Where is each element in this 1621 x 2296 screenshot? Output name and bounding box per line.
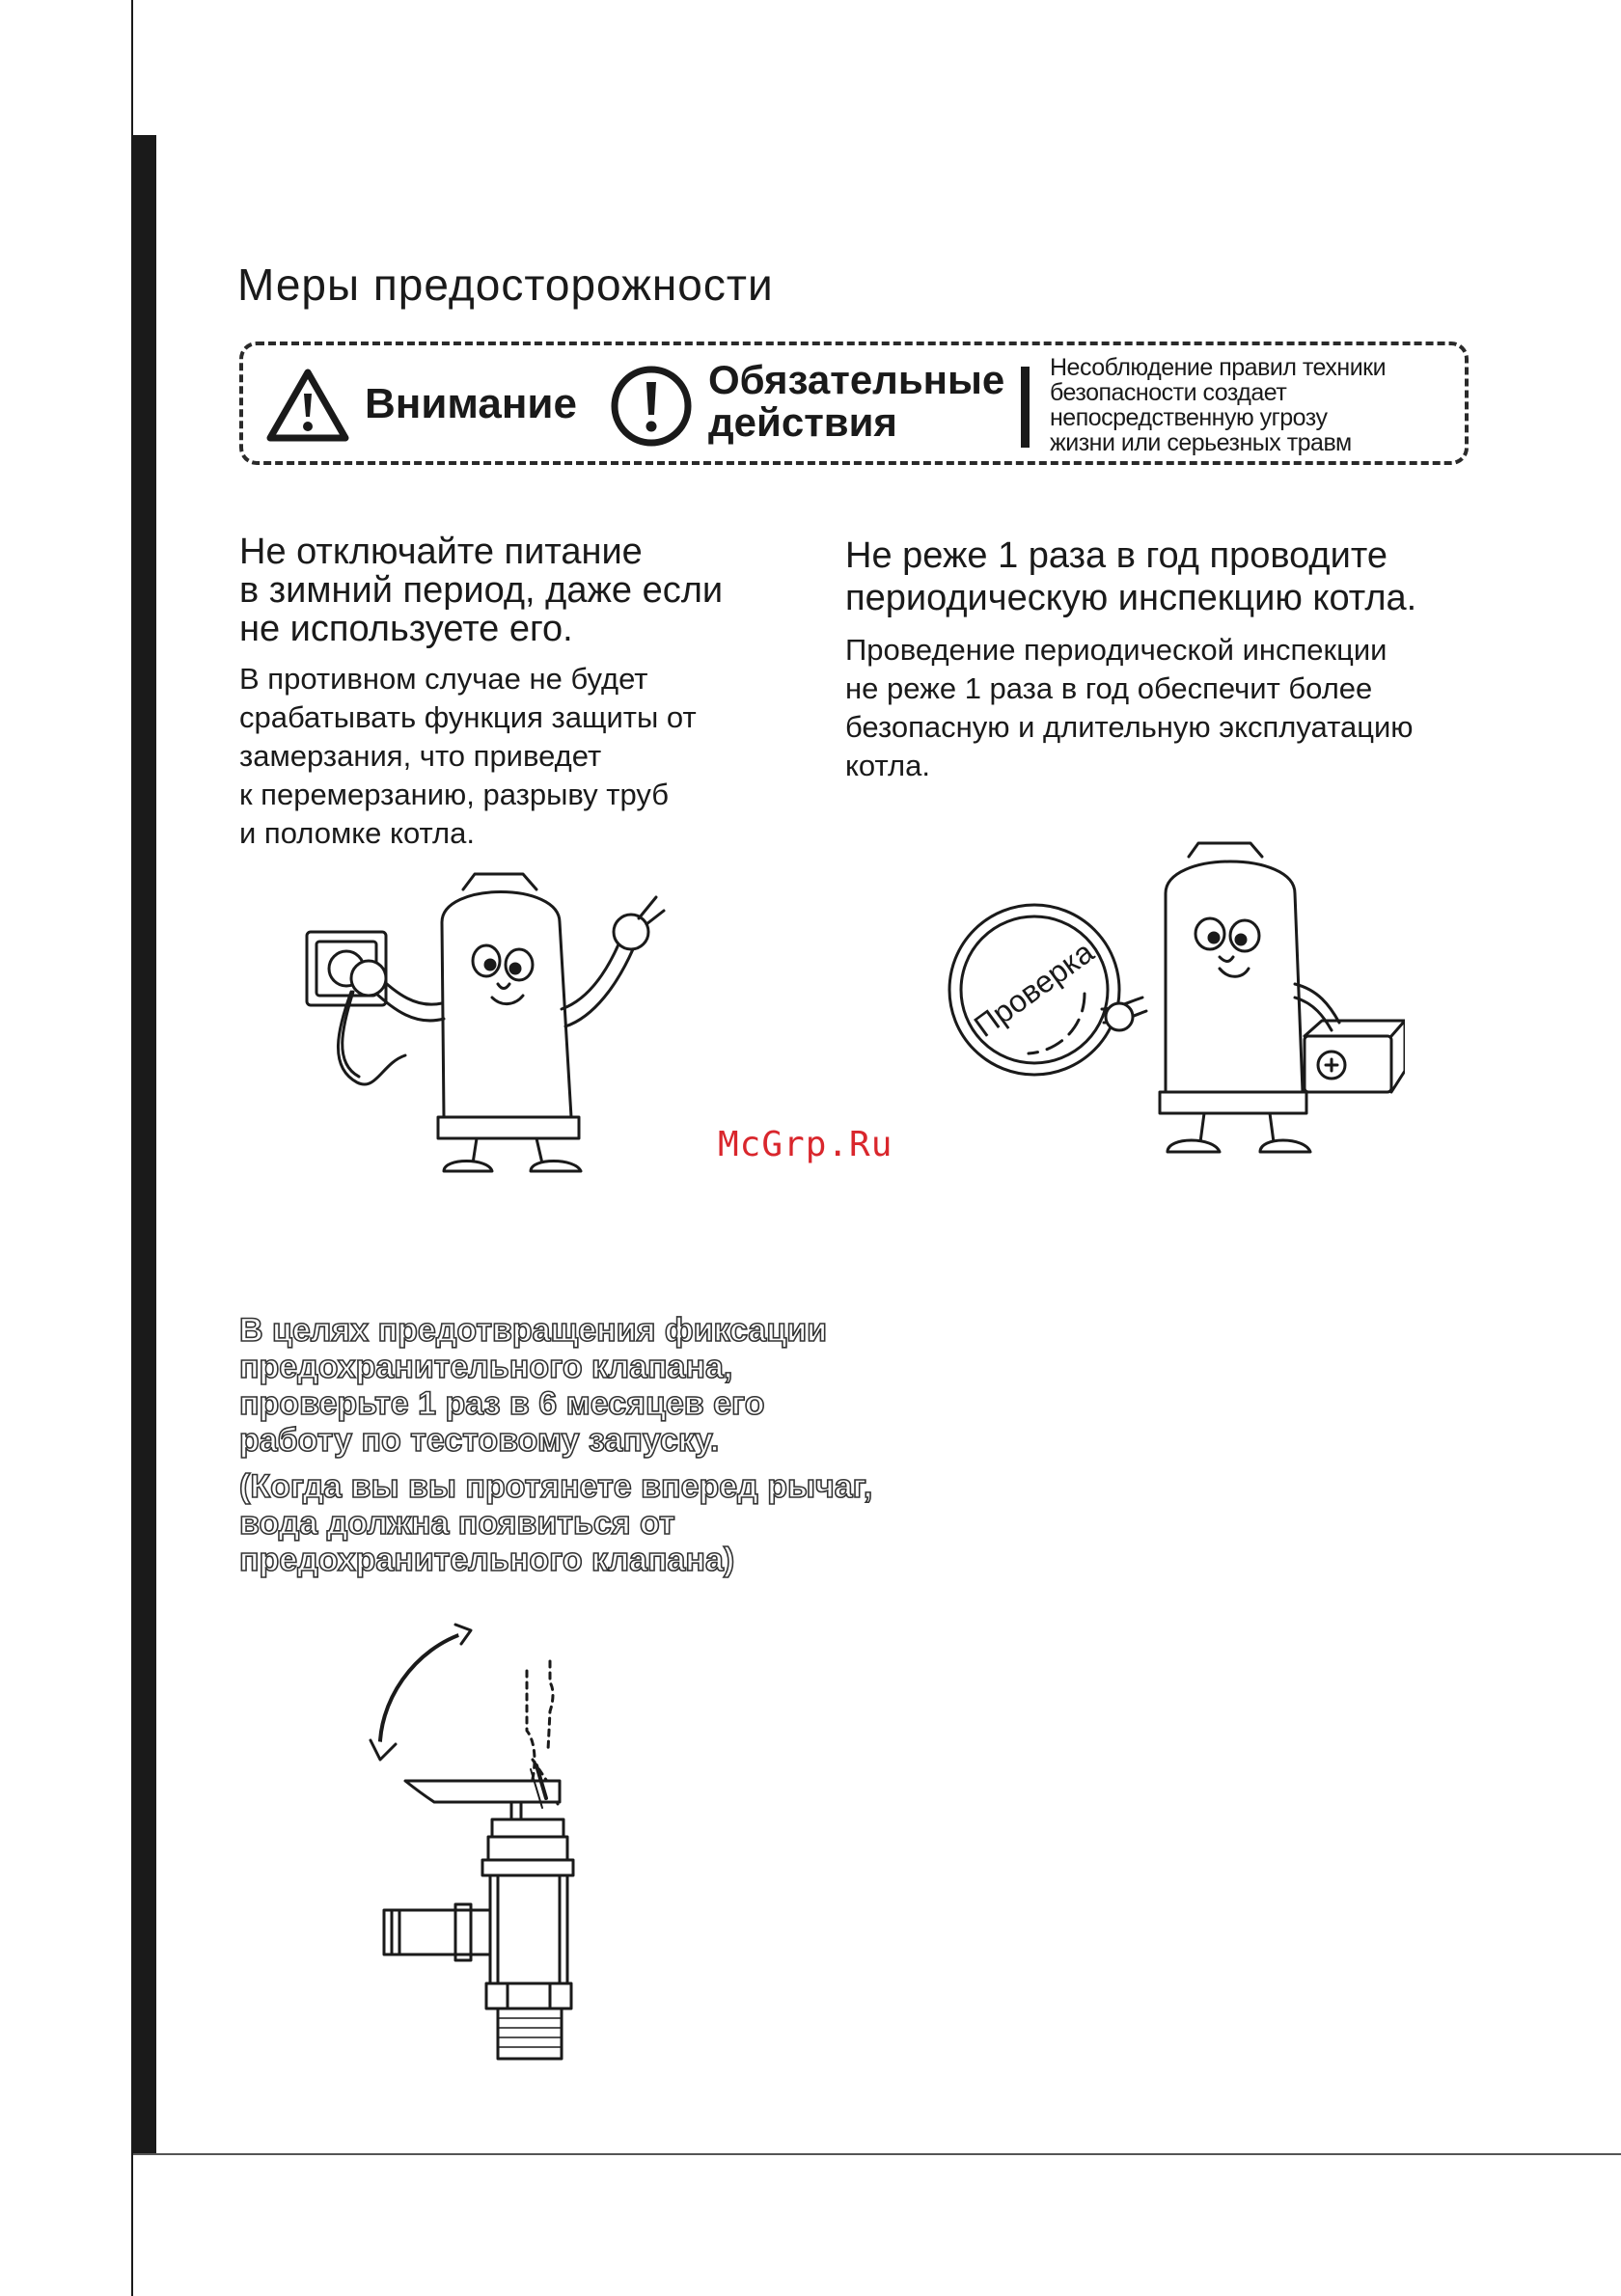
legend-divider <box>1021 367 1030 448</box>
valve-line: предохранительного клапана, <box>239 1349 733 1385</box>
valve-line: В целях предотвращения фиксации <box>239 1312 828 1349</box>
valve-section-text <box>239 1312 872 1578</box>
boiler-inspection-illustration <box>942 839 1405 1177</box>
legend-note-line: непосредственную угрозу <box>1050 404 1328 431</box>
exclamation-circle-icon <box>610 365 693 448</box>
mandatory-label-line: действия <box>708 399 897 445</box>
inspection-section-heading <box>845 534 1416 619</box>
heading-line: Не реже 1 раза в год проводите <box>845 535 1387 576</box>
power-section-heading <box>239 533 723 648</box>
heading-line: не используете его. <box>239 609 573 649</box>
margin-bar <box>133 135 156 2153</box>
valve-body-shape <box>490 1875 567 1983</box>
mandatory-label-line: Обязательные <box>708 357 1005 402</box>
body-line: замерзания, что приведет <box>239 739 602 773</box>
body-line: к перемерзанию, разрыву труб <box>239 778 669 811</box>
legend-box <box>239 342 1469 465</box>
bottom-rule <box>133 2153 1621 2155</box>
body-line: срабатывать функция защиты от <box>239 700 697 734</box>
valve-note-line: предохранительного клапана) <box>239 1542 735 1578</box>
body-line: котла. <box>845 749 930 782</box>
body-line: Проведение периодической инспекции <box>845 633 1387 667</box>
body-line: безопасную и длительную эксплуатацию <box>845 710 1414 744</box>
safety-valve-diagram <box>367 1615 598 2068</box>
boiler-unplug-illustration <box>299 864 666 1187</box>
valve-line: работу по тестовому запуску. <box>239 1422 720 1459</box>
heading-line: в зимний период, даже если <box>239 570 724 611</box>
legend-note-line: безопасности создает <box>1050 379 1287 406</box>
inspection-badge-label: Проверка <box>967 934 1100 1044</box>
valve-note-line: (Когда вы вы протянете вперед рычаг, <box>239 1468 873 1505</box>
page-title: Меры предосторожности <box>237 260 774 310</box>
legend-note-line: жизни или серьезных травм <box>1050 429 1352 456</box>
warning-triangle-icon <box>264 367 351 444</box>
valve-line: проверьте 1 раз в 6 месяцев его <box>239 1385 765 1422</box>
legend-note-line: Несоблюдение правил техники <box>1050 354 1387 381</box>
power-section-body <box>239 660 697 853</box>
heading-line: периодическую инспекцию котла. <box>845 578 1417 618</box>
body-line: В противном случае не будет <box>239 662 648 696</box>
body-line: не реже 1 раза в год обеспечит более <box>845 671 1373 705</box>
body-line: и поломке котла. <box>239 816 475 850</box>
valve-note-line: вода должна появиться от <box>239 1505 675 1542</box>
mandatory-label <box>708 359 1004 444</box>
legend-note <box>1050 355 1386 455</box>
warning-label: Внимание <box>365 380 577 427</box>
heading-line: Не отключайте питание <box>239 532 643 572</box>
inspection-section-body <box>845 631 1414 785</box>
watermark: McGrp.Ru <box>718 1125 893 1164</box>
